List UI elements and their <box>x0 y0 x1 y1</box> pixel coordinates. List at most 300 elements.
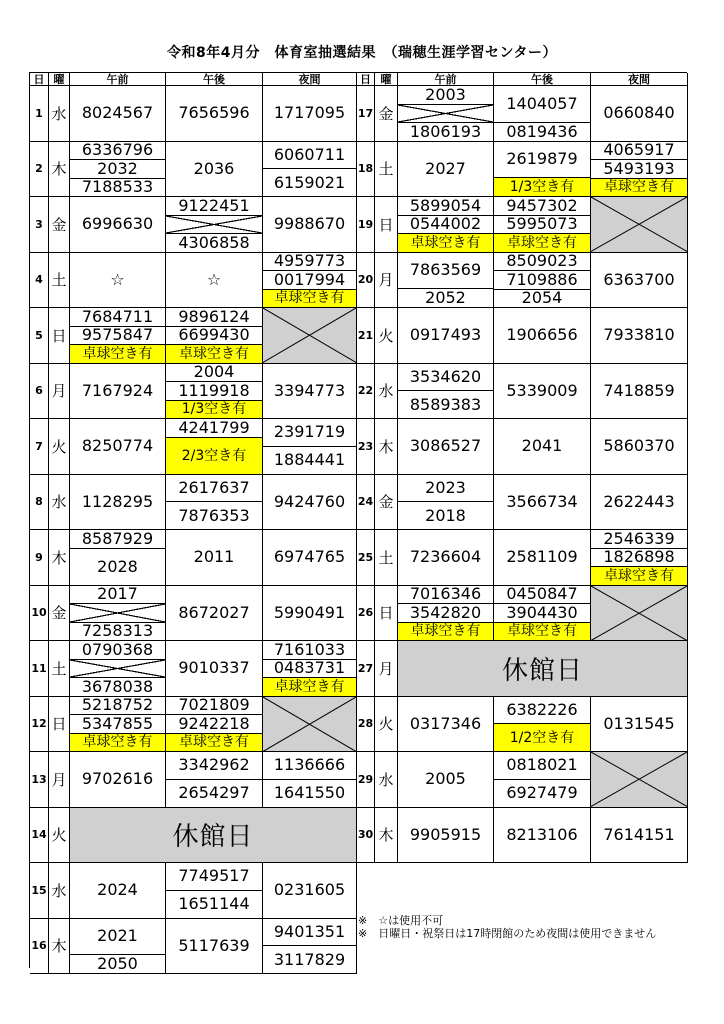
weekday: 日 <box>375 197 398 253</box>
weekday: 火 <box>49 808 70 864</box>
lottery-number: 9010337 <box>178 658 250 678</box>
afternoon-slot <box>166 419 263 475</box>
afternoon-slot <box>494 197 591 253</box>
afternoon-slot <box>166 586 263 642</box>
weekday: 水 <box>49 475 70 531</box>
crossed-out-entry <box>70 603 165 622</box>
lottery-number: 9988670 <box>273 214 346 234</box>
morning-slot <box>70 142 166 198</box>
closed-label: 休館日 <box>172 822 254 853</box>
lottery-number: 1826898 <box>591 548 687 567</box>
lottery-number: 9242218 <box>166 714 262 733</box>
lottery-number: 7167924 <box>81 380 154 400</box>
day-number: 18 <box>357 142 375 198</box>
lottery-number: 3086527 <box>409 436 482 456</box>
lottery-number: 6974765 <box>273 547 346 567</box>
lottery-number: 2054 <box>494 289 590 308</box>
lottery-number: 5860370 <box>603 436 675 456</box>
day-number: 13 <box>30 752 49 808</box>
lottery-number: 6336796 <box>81 141 154 160</box>
night-slot-unavailable <box>263 697 357 753</box>
afternoon-slot <box>166 475 263 531</box>
lottery-number: 5995073 <box>494 215 590 234</box>
night-slot <box>263 641 357 697</box>
availability-note: 卓球空き有 <box>494 233 590 252</box>
weekday: 土 <box>49 641 70 697</box>
lottery-number: 8024567 <box>81 103 154 123</box>
morning-slot <box>70 86 166 142</box>
lottery-number: 7188533 <box>70 178 165 197</box>
closed-day <box>70 808 357 864</box>
lottery-number: 1119918 <box>166 381 262 400</box>
afternoon-slot <box>166 86 263 142</box>
afternoon-slot <box>494 142 591 198</box>
lottery-number: 7749517 <box>178 866 250 886</box>
weekday: 月 <box>375 641 398 697</box>
lottery-number: ☆ <box>206 269 222 289</box>
day-number: 12 <box>30 697 49 753</box>
header-afternoon: 午後 <box>166 73 263 86</box>
morning-slot <box>398 86 494 142</box>
lottery-number: 7109886 <box>494 270 590 289</box>
lottery-number: 7161033 <box>273 641 346 659</box>
morning-slot <box>398 142 494 198</box>
lottery-number: 2546339 <box>603 530 675 548</box>
lottery-number: 8213106 <box>506 824 578 844</box>
lottery-number: 3542820 <box>398 603 493 622</box>
morning-slot <box>70 253 166 309</box>
night-slot <box>263 919 357 975</box>
lottery-number: 5339009 <box>506 380 578 400</box>
availability-note: 卓球空き有 <box>70 733 165 752</box>
header-morning: 午前 <box>398 73 494 86</box>
morning-slot <box>70 308 166 364</box>
lottery-number: 9905915 <box>409 824 482 844</box>
page-title: 令和8年4月分 体育室抽選結果 （瑞穂生涯学習センター） <box>167 45 557 61</box>
unavailable-cross-icon <box>591 586 687 641</box>
header-day: 日 <box>357 73 375 86</box>
afternoon-slot <box>166 697 263 753</box>
header-weekday: 曜 <box>49 73 70 86</box>
weekday: 木 <box>49 530 70 586</box>
day-number: 17 <box>357 86 375 142</box>
lottery-number: 2004 <box>193 363 235 382</box>
lottery-number: 0660840 <box>603 103 675 123</box>
availability-note: 卓球空き有 <box>591 566 687 585</box>
lottery-number: 2391719 <box>273 422 346 442</box>
lottery-number: 0819436 <box>494 122 590 141</box>
morning-slot <box>398 697 494 753</box>
header-night: 夜間 <box>591 73 688 86</box>
lottery-number: 3566734 <box>506 491 578 511</box>
night-slot <box>263 586 357 642</box>
lottery-number: 1136666 <box>273 755 346 775</box>
lottery-number: 9457302 <box>506 197 578 215</box>
weekday: 月 <box>49 752 70 808</box>
lottery-number: 2617637 <box>178 477 250 497</box>
lottery-number: 6927479 <box>494 779 590 807</box>
availability-note: 1/2空き有 <box>494 723 590 751</box>
lottery-number: 2619879 <box>506 149 578 169</box>
weekday: 水 <box>375 364 398 420</box>
lottery-number: 2018 <box>398 501 493 529</box>
night-slot <box>263 863 357 919</box>
afternoon-slot <box>166 752 263 808</box>
lottery-number: 4065917 <box>603 141 675 160</box>
morning-slot <box>398 253 494 309</box>
night-slot <box>591 475 688 531</box>
weekday: 木 <box>49 142 70 198</box>
lottery-number: 2036 <box>193 158 235 178</box>
day-number: 5 <box>30 308 49 364</box>
night-slot <box>591 530 688 586</box>
availability-note: 1/3空き有 <box>166 400 262 419</box>
day-number: 10 <box>30 586 49 642</box>
lottery-number: 7418859 <box>603 380 675 400</box>
availability-note: 卓球空き有 <box>70 344 165 363</box>
night-slot <box>591 808 688 864</box>
night-slot <box>591 142 688 198</box>
lottery-number: 0231605 <box>273 880 346 900</box>
availability-note: 卓球空き有 <box>263 677 356 696</box>
crossed-out-entry <box>70 659 165 678</box>
weekday: 木 <box>49 919 70 975</box>
morning-slot <box>70 530 166 586</box>
lottery-number: 9896124 <box>178 308 250 326</box>
lottery-number: 3342962 <box>178 755 250 775</box>
morning-slot <box>398 308 494 364</box>
lottery-number: 4241799 <box>178 419 250 437</box>
afternoon-slot <box>166 530 263 586</box>
lottery-number: 5493193 <box>591 159 687 178</box>
afternoon-slot <box>494 475 591 531</box>
availability-note: 卓球空き有 <box>166 344 262 363</box>
day-number: 25 <box>357 530 375 586</box>
night-slot <box>591 419 688 475</box>
afternoon-slot <box>166 142 263 198</box>
weekday: 金 <box>49 586 70 642</box>
unavailable-cross-icon <box>591 752 687 807</box>
weekday: 火 <box>375 697 398 753</box>
lottery-number: 2041 <box>521 436 563 456</box>
unavailable-cross-icon <box>263 308 356 363</box>
lottery-number: 0818021 <box>506 755 578 775</box>
day-number: 22 <box>357 364 375 420</box>
lottery-number: 2052 <box>398 288 493 307</box>
lottery-number: 6159021 <box>263 168 356 196</box>
lottery-results-table <box>29 72 687 974</box>
night-slot <box>263 364 357 420</box>
lottery-number: 5990491 <box>273 602 346 622</box>
lottery-number: 7656596 <box>178 103 250 123</box>
morning-slot <box>70 419 166 475</box>
morning-slot <box>398 530 494 586</box>
weekday: 土 <box>375 142 398 198</box>
afternoon-slot <box>166 364 263 420</box>
day-number: 6 <box>30 364 49 420</box>
day-number: 7 <box>30 419 49 475</box>
night-slot <box>263 752 357 808</box>
afternoon-slot <box>494 752 591 808</box>
morning-slot <box>70 364 166 420</box>
lottery-number: 8509023 <box>506 252 578 271</box>
lottery-number: 7258313 <box>70 622 165 641</box>
header-day: 日 <box>30 73 49 86</box>
afternoon-slot <box>494 697 591 753</box>
morning-slot <box>398 364 494 420</box>
lottery-number: 2005 <box>425 769 466 789</box>
lottery-number: 8589383 <box>398 390 493 418</box>
lottery-number: 7016346 <box>409 585 482 604</box>
lottery-number: 5899054 <box>409 197 482 215</box>
lottery-number: 8587929 <box>81 530 154 548</box>
lottery-number: 5218752 <box>81 696 154 715</box>
lottery-number: 0917493 <box>409 325 482 345</box>
weekday: 水 <box>375 752 398 808</box>
lottery-number: 2023 <box>425 477 466 497</box>
morning-slot <box>398 475 494 531</box>
lottery-number: 3534620 <box>409 366 482 386</box>
morning-slot <box>398 419 494 475</box>
lottery-number: 6699430 <box>166 326 262 345</box>
lottery-number: 0131545 <box>603 713 675 733</box>
weekday: 月 <box>375 253 398 309</box>
crossed-out-entry <box>166 215 262 234</box>
lottery-number: 2011 <box>193 547 235 567</box>
lottery-number: 9575847 <box>70 326 165 345</box>
lottery-number: 1128295 <box>81 491 154 511</box>
day-number: 20 <box>357 253 375 309</box>
day-number: 23 <box>357 419 375 475</box>
day-number: 3 <box>30 197 49 253</box>
weekday: 木 <box>375 808 398 864</box>
afternoon-slot <box>166 253 263 309</box>
weekday: 土 <box>375 530 398 586</box>
lottery-number: 3394773 <box>273 380 346 400</box>
weekday: 金 <box>375 86 398 142</box>
lottery-number: ☆ <box>110 269 125 289</box>
lottery-number: 4306858 <box>166 233 262 252</box>
lottery-number: 2021 <box>97 926 138 946</box>
afternoon-slot <box>494 808 591 864</box>
lottery-number: 0790368 <box>81 641 154 659</box>
lottery-number: 9401351 <box>273 921 346 941</box>
weekday: 日 <box>49 308 70 364</box>
night-slot <box>263 86 357 142</box>
night-slot <box>263 475 357 531</box>
lottery-number: 8250774 <box>81 436 154 456</box>
lottery-number: 6996630 <box>81 214 154 234</box>
afternoon-slot <box>494 308 591 364</box>
availability-note: 卓球空き有 <box>591 178 687 197</box>
weekday: 土 <box>49 253 70 309</box>
header-night: 夜間 <box>263 73 357 86</box>
lottery-number: 5117639 <box>178 935 250 955</box>
closed-label: 休館日 <box>501 655 583 686</box>
day-number: 28 <box>357 697 375 753</box>
night-slot <box>263 530 357 586</box>
header-afternoon: 午後 <box>494 73 591 86</box>
morning-slot <box>70 586 166 642</box>
day-number: 16 <box>30 919 49 975</box>
availability-note: 卓球空き有 <box>494 622 590 641</box>
night-slot-unavailable <box>591 586 688 642</box>
day-number: 15 <box>30 863 49 919</box>
morning-slot <box>398 752 494 808</box>
night-slot-unavailable <box>591 197 688 253</box>
day-number: 14 <box>30 808 49 864</box>
day-number: 19 <box>357 197 375 253</box>
lottery-number: 7933810 <box>603 325 675 345</box>
weekday: 火 <box>375 308 398 364</box>
lottery-number: 2622443 <box>603 491 675 511</box>
availability-note: 卓球空き有 <box>166 733 262 752</box>
weekday: 木 <box>375 419 398 475</box>
afternoon-slot <box>494 419 591 475</box>
lottery-number: 0317346 <box>409 713 482 733</box>
weekday: 水 <box>49 863 70 919</box>
lottery-number: 8672027 <box>178 602 250 622</box>
lottery-number: 1651144 <box>166 890 262 918</box>
night-slot <box>263 253 357 309</box>
morning-slot <box>398 197 494 253</box>
lottery-number: 2027 <box>425 158 466 178</box>
morning-slot <box>70 197 166 253</box>
lottery-number: 7236604 <box>409 547 482 567</box>
lottery-number: 1404057 <box>506 93 578 113</box>
weekday: 金 <box>49 197 70 253</box>
weekday: 火 <box>49 419 70 475</box>
night-slot <box>591 86 688 142</box>
morning-slot <box>70 863 166 919</box>
day-number: 9 <box>30 530 49 586</box>
night-slot <box>263 142 357 198</box>
afternoon-slot <box>494 364 591 420</box>
night-slot <box>591 697 688 753</box>
lottery-number: 3904430 <box>494 603 590 622</box>
weekday: 日 <box>49 697 70 753</box>
availability-note: 卓球空き有 <box>263 289 356 308</box>
lottery-number: 6363700 <box>603 269 675 289</box>
afternoon-slot <box>166 863 263 919</box>
weekday: 金 <box>375 475 398 531</box>
afternoon-slot <box>494 586 591 642</box>
afternoon-slot <box>166 641 263 697</box>
lottery-number: 2050 <box>70 954 165 973</box>
night-slot <box>591 308 688 364</box>
day-number: 27 <box>357 641 375 697</box>
lottery-number: 3678038 <box>70 677 165 696</box>
availability-note: 2/3空き有 <box>166 437 262 474</box>
night-slot <box>591 253 688 309</box>
day-number: 24 <box>357 475 375 531</box>
lottery-number: 1641550 <box>263 779 356 807</box>
lottery-number: 7614151 <box>603 824 675 844</box>
day-number: 4 <box>30 253 49 309</box>
lottery-number: 2028 <box>70 548 165 585</box>
availability-note: 1/3空き有 <box>494 177 590 196</box>
afternoon-slot <box>494 253 591 309</box>
footnote: ※ ☆は使用不可 <box>358 914 444 927</box>
crossed-out-entry <box>398 104 493 123</box>
lottery-number: 2654297 <box>166 779 262 807</box>
lottery-number: 0017994 <box>263 270 356 289</box>
afternoon-slot <box>166 919 263 975</box>
lottery-number: 7684711 <box>81 308 154 326</box>
day-number: 29 <box>357 752 375 808</box>
night-slot-unavailable <box>263 308 357 364</box>
unavailable-cross-icon <box>591 197 687 252</box>
night-slot-unavailable <box>591 752 688 808</box>
lottery-number: 9122451 <box>178 197 250 215</box>
lottery-number: 9424760 <box>273 491 346 511</box>
lottery-number: 6060711 <box>273 144 346 164</box>
day-number: 30 <box>357 808 375 864</box>
lottery-number: 4959773 <box>273 252 346 271</box>
lottery-number: 7863569 <box>409 260 482 280</box>
lottery-number: 5347855 <box>70 714 165 733</box>
lottery-number: 0483731 <box>263 659 356 678</box>
lottery-number: 2032 <box>70 159 165 178</box>
night-slot <box>591 364 688 420</box>
lottery-number: 3117829 <box>263 945 356 973</box>
footnotes <box>356 914 686 940</box>
weekday: 水 <box>49 86 70 142</box>
weekday: 月 <box>49 364 70 420</box>
day-number: 26 <box>357 586 375 642</box>
header-weekday: 曜 <box>375 73 398 86</box>
lottery-number: 1906656 <box>506 325 578 345</box>
lottery-number: 2581109 <box>506 547 578 567</box>
morning-slot <box>70 475 166 531</box>
availability-note: 卓球空き有 <box>398 622 493 641</box>
day-number: 11 <box>30 641 49 697</box>
afternoon-slot <box>494 86 591 142</box>
lottery-number: 7876353 <box>166 501 262 529</box>
lottery-number: 2003 <box>425 86 466 104</box>
morning-slot <box>70 919 166 975</box>
unavailable-cross-icon <box>263 697 356 752</box>
lottery-number: 0450847 <box>506 585 578 604</box>
lottery-number: 0544002 <box>398 215 493 234</box>
lottery-number: 1806193 <box>398 122 493 141</box>
morning-slot <box>70 752 166 808</box>
afternoon-slot <box>166 197 263 253</box>
day-number: 1 <box>30 86 49 142</box>
lottery-number: 2024 <box>97 880 138 900</box>
lottery-number: 7021809 <box>178 696 250 715</box>
lottery-number: 1884441 <box>263 446 356 474</box>
footnote: ※ 日曜日・祝祭日は17時閉館のため夜間は使用できません <box>358 927 657 940</box>
lottery-number: 1717095 <box>273 103 346 123</box>
afternoon-slot <box>494 530 591 586</box>
closed-day <box>398 641 688 697</box>
morning-slot <box>70 641 166 697</box>
day-number: 8 <box>30 475 49 531</box>
night-slot <box>263 419 357 475</box>
day-number: 21 <box>357 308 375 364</box>
lottery-number: 6382226 <box>506 699 578 719</box>
morning-slot <box>70 697 166 753</box>
afternoon-slot <box>166 308 263 364</box>
lottery-number: 2017 <box>97 585 138 604</box>
morning-slot <box>398 586 494 642</box>
header-morning: 午前 <box>70 73 166 86</box>
availability-note: 卓球空き有 <box>398 233 493 252</box>
morning-slot <box>398 808 494 864</box>
lottery-number: 9702616 <box>81 769 154 789</box>
night-slot <box>263 197 357 253</box>
